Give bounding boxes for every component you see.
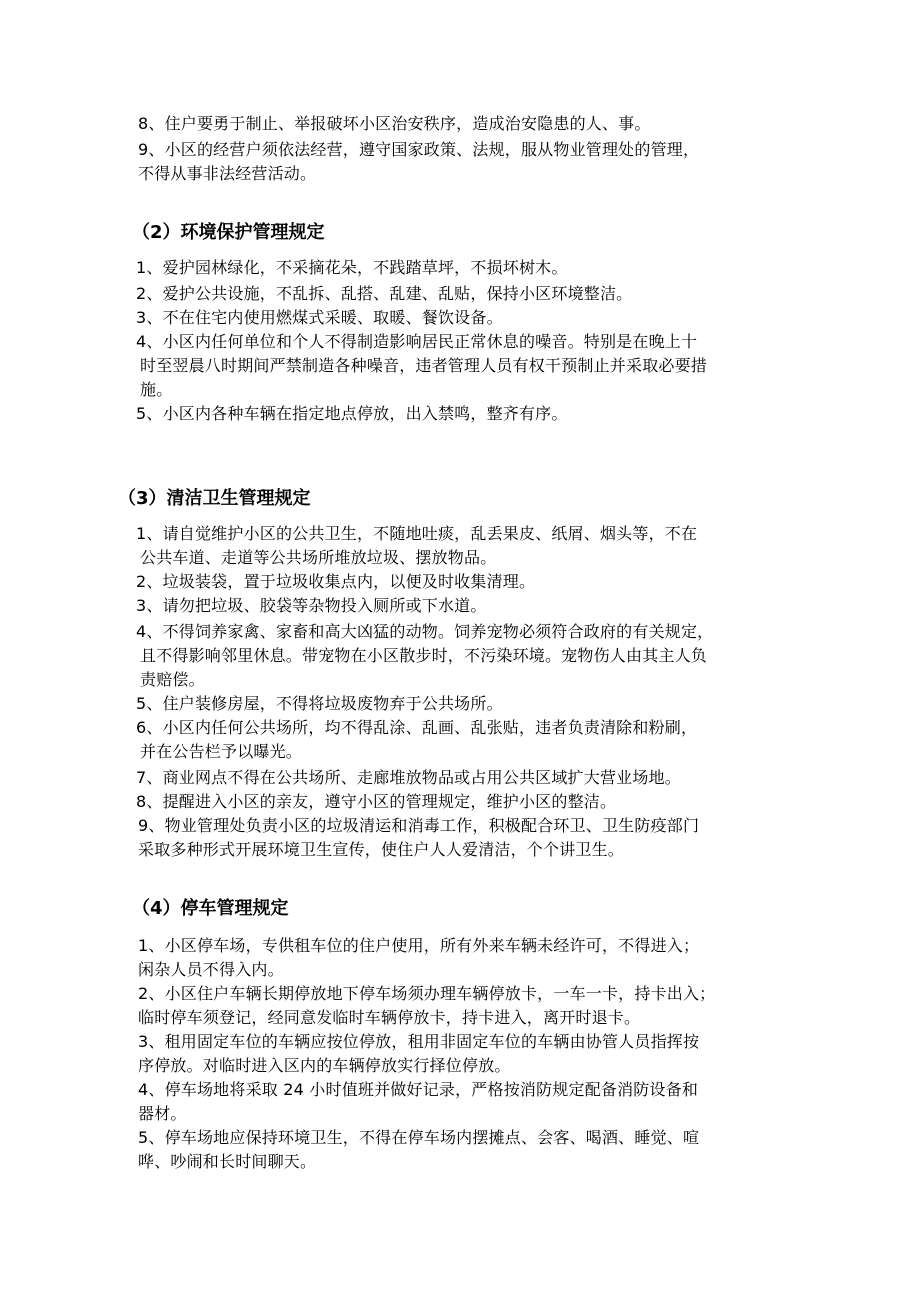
rule-line: 1、小区停车场，专供租车位的住户使用，所有外来车辆未经许可，不得进入； (138, 936, 700, 955)
rule-line: 4、小区内任何单位和个人不得制造影响居民正常休息的噪音。特别是在晚上十 (136, 332, 698, 351)
rule-line: 4、停车场地将采取 24 小时值班并做好记录，严格按消防规定配备消防设备和 (138, 1080, 699, 1099)
section-heading: （4）停车管理规定 (132, 898, 289, 919)
rule-line: 9、物业管理处负责小区的垃圾清运和消毒工作，积极配合环卫、卫生防疫部门 (138, 816, 700, 835)
rule-line: 6、小区内任何公共场所，均不得乱涂、乱画、乱张贴，违者负责清除和粉刷， (136, 718, 698, 737)
rule-line: 8、提醒进入小区的亲友，遵守小区的管理规定，维护小区的整洁。 (136, 792, 617, 811)
rule-line: 并在公告栏予以曝光。 (140, 742, 303, 761)
rule-line: 3、租用固定车位的车辆应按位停放，租用非固定车位的车辆由协管人员指挥按 (138, 1032, 700, 1051)
rule-line: 5、住户装修房屋，不得将垃圾废物弃于公共场所。 (136, 694, 503, 713)
rule-line: 临时停车须登记，经同意发临时车辆停放卡，持卡进入，离开时退卡。 (138, 1008, 641, 1027)
rule-line: 责赔偿。 (140, 670, 205, 689)
rule-line: 1、爱护园林绿化，不采摘花朵，不践踏草坪，不损坏树木。 (136, 258, 568, 277)
rule-line: 9、小区的经营户须依法经营，遵守国家政策、法规，服从物业管理处的管理， (138, 140, 700, 159)
rule-line: 闲杂人员不得入内。 (138, 960, 284, 979)
rule-line: 1、请自觉维护小区的公共卫生，不随地吐痰，乱丢果皮、纸屑、烟头等，不在 (136, 524, 698, 543)
rule-line: 8、住户要勇于制止、举报破坏小区治安秩序，造成治安隐患的人、事。 (138, 114, 651, 133)
rule-line: 哗、吵闹和长时间聊天。 (138, 1152, 317, 1171)
rule-line: 施。 (140, 380, 173, 399)
rule-line: 不得从事非法经营活动。 (138, 164, 317, 183)
rule-line: 序停放。对临时进入区内的车辆停放实行择位停放。 (138, 1056, 511, 1075)
rule-line: 公共车道、走道等公共场所堆放垃圾、摆放物品。 (140, 548, 497, 567)
rule-line: 5、小区内各种车辆在指定地点停放，出入禁鸣，整齐有序。 (136, 404, 568, 423)
rule-line: 3、请勿把垃圾、胶袋等杂物投入厕所或下水道。 (136, 596, 487, 615)
rule-line: 且不得影响邻里休息。带宠物在小区散步时，不污染环境。宠物伤人由其主人负 (140, 646, 708, 665)
section-heading: （2）环境保护管理规定 (132, 222, 325, 243)
section-heading: （3）清洁卫生管理规定 (118, 488, 311, 509)
rule-line: 7、商业网点不得在公共场所、走廊堆放物品或占用公共区域扩大营业场地。 (136, 768, 681, 787)
rule-line: 4、不得饲养家禽、家畜和高大凶猛的动物。饲养宠物必须符合政府的有关规定， (136, 622, 714, 641)
rule-line: 2、爱护公共设施，不乱拆、乱搭、乱建、乱贴，保持小区环境整洁。 (136, 284, 633, 303)
rule-line: 时至翌晨八时期间严禁制造各种噪音，违者管理人员有权干预制止并采取必要措 (140, 356, 708, 375)
rule-line: 2、小区住户车辆长期停放地下停车场须办理车辆停放卡，一车一卡，持卡出入； (138, 984, 716, 1003)
rule-line: 采取多种形式开展环境卫生宣传，使住户人人爱清洁，个个讲卫生。 (138, 840, 625, 859)
rule-line: 3、不在住宅内使用燃煤式采暖、取暖、餐饮设备。 (136, 308, 503, 327)
rule-line: 器材。 (138, 1104, 187, 1123)
rule-line: 2、垃圾装袋，置于垃圾收集点内，以便及时收集清理。 (136, 572, 536, 591)
rule-line: 5、停车场地应保持环境卫生，不得在停车场内摆摊点、会客、喝酒、睡觉、喧 (138, 1128, 700, 1147)
